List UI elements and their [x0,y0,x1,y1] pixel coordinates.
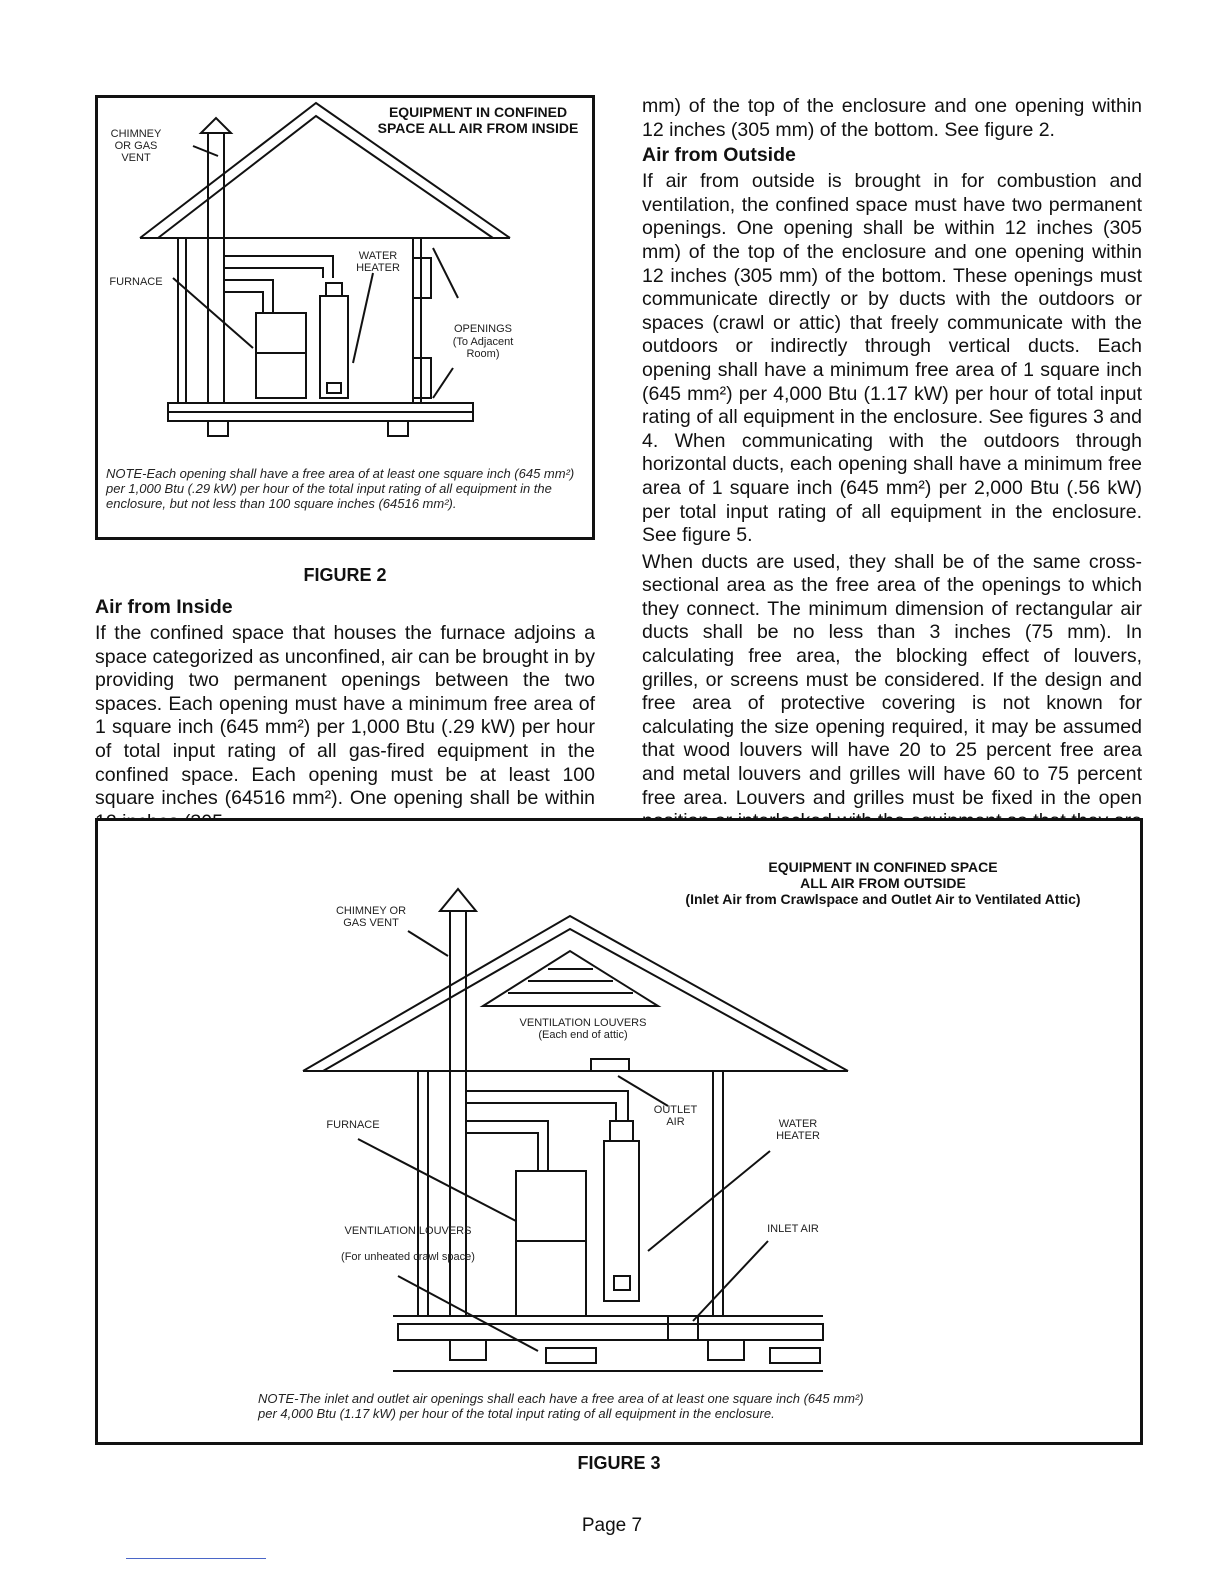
label-outlet-air: OUTLET AIR [653,1104,698,1128]
figure-2-title-line2: SPACE ALL AIR FROM INSIDE [377,120,579,136]
label-water-heater: WATER HEATER [356,250,400,274]
figure-3-note-line1: NOTE-The inlet and outlet air openings shall each have a free area of at least one square inch (645 mm²) [258,1391,864,1406]
figure-2-title-line1: EQUIPMENT IN CONFINED [388,104,568,120]
section-heading-air-from-outside: Air from Outside [642,144,796,167]
label-ventilation-louvers-crawl-sub: (For unheated crawl space) [341,1251,475,1263]
label-chimney: CHIMNEY OR GAS VENT [110,128,162,164]
section-heading-air-from-inside: Air from Inside [95,596,233,618]
figure-2-caption: FIGURE 2 [303,565,387,585]
figure-3-caption: FIGURE 3 [577,1453,661,1473]
label-openings: OPENINGS [453,323,513,335]
label-inlet-air: INLET AIR [767,1223,819,1235]
figure-3-title-line3: (Inlet Air from Crawlspace and Outlet Air to Ventilated Attic) [685,891,1081,907]
label-water-heater: WATER HEATER [776,1118,820,1142]
section-body-ducts: When ducts are used, they shall be of the same cross-sectional area as the free area of the openings to which they connect. The minimum dimension of rectangular air ducts shall be no less than 3 inches (75 mm). In calculating free area, the blocking effect of louvers, grilles, or screens must be considered. If the design and free area of protective covering is not known for calculating the size opening required, it may be assumed that wood louvers will have 20 to 25 percent free area and metal louvers and grilles will have 60 to 75 percent free area. Louvers and grilles must be fixed in the open [642,550,1142,809]
label-ventilation-louvers-attic: VENTILATION LOUVERS [519,1017,647,1029]
label-furnace: FURNACE [109,276,163,288]
page-number: Page 7 [581,1515,643,1536]
figure-3-title-line1: EQUIPMENT IN CONFINED SPACE [768,859,998,875]
footer-rule [126,1558,266,1559]
label-ventilation-louvers-attic-sub: (Each end of attic) [538,1029,628,1041]
figure-3-note-line2: per 4,000 Btu (1.17 kW) per hour of the total input rating of all equipment in the enclosure. [258,1406,775,1421]
continuation-text: mm) of the top of the enclosure and one opening within 12 inches (305 mm) of the bottom. See figure 2. [642,95,1142,141]
figure-3-drawing [98,821,1140,1442]
label-furnace: FURNACE [326,1119,380,1131]
figure-3-diagram [95,818,1143,1445]
section-body-air-from-outside: If air from outside is brought in for combustion and ventilation, the confined space must have two permanent openings. One opening shall be within 12 inches (305 mm) of the top of the enclosure and one opening within 12 inches (305 mm) of the bottom. These openings must communicate directly or by ducts with the outdoors or spaces (crawl or attic) that freely communicate with the outdoors or indirectly through vertical ducts. Each opening shall have a minimum free area of 1 square inch (645 mm²) per 4,000 Btu (1.17 kW) per hour of total input rating of all equipment in the enclosure. See figures 3 and 4. When communicating with the outdoors through horizontal ducts, each opening shall have a minimum free area of 1 square inch (645 mm²) per 2,000 Btu (.56 kW) per total input rating of all equipment in the enclosure. See figure 5. [642,170,1142,547]
label-ventilation-louvers-crawl: VENTILATION LOUVERS [344,1225,472,1237]
section-body-air-from-inside: If the confined space that houses the furnace adjoins a space categorized as unconfined, air can be brought in by providing two permanent openings between the two spaces. Each opening must have a minimum free area of 1 square inch (645 mm²) per 1,000 Btu (.29 kW) per hour of total input rating of all gas-fired equipment in the confined space. Each opening must be at least 100 square inches (64516 mm²). One opening shall be within [95,622,595,810]
figure-2-diagram [95,95,595,540]
label-chimney-gas-vent: CHIMNEY OR GAS VENT [335,905,407,929]
figure-2-note: NOTE-Each opening shall have a free area of at least one square inch (645 mm²) per 1,000 Btu (.29 kW) per hour of the total input rating of all equipment in the enclosure, but not less than 100 square inches (64516 mm²). [106,466,575,511]
label-openings-sub: (To Adjacent Room) [452,336,514,360]
figure-3-title-line2: ALL AIR FROM OUTSIDE [800,875,966,891]
